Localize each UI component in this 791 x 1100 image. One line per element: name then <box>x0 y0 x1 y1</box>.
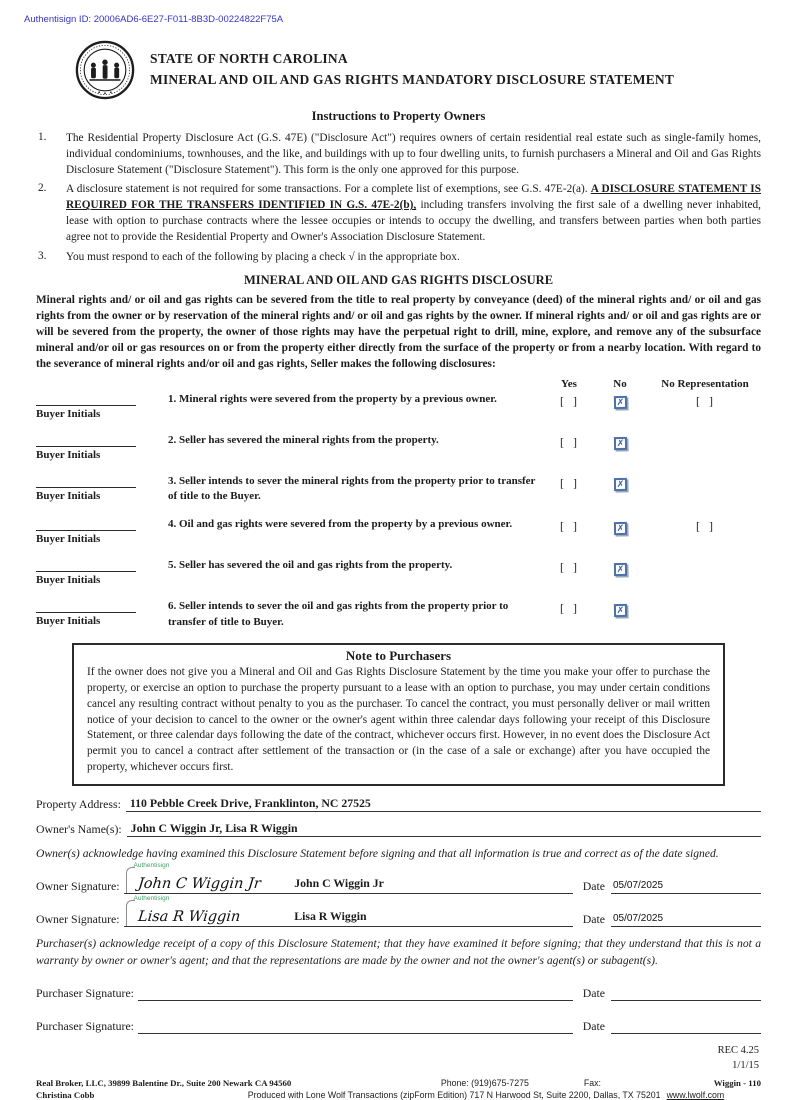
instruction-number: 1. <box>38 131 47 143</box>
rec-number: REC 4.25 <box>717 1045 759 1057</box>
authentisign-tag: Authentisign <box>133 862 170 870</box>
produced-with-line <box>211 1090 761 1100</box>
nc-commission-seal-icon <box>74 39 136 101</box>
owners-name-row <box>36 821 761 837</box>
purchaser-signature-label: Purchaser Signature: <box>36 1019 134 1034</box>
form-revision-block <box>36 1043 759 1073</box>
buyer-initials-block <box>36 599 168 630</box>
instruction-text: The Residential Property Disclosure Act (G.S. 47E) ("Disclosure Act") requires owners of certain residential real estate such as single-family homes, individual condominiums, townhouses, and the like, and buildings with up to four dwelling units, to furnish purchasers a Mineral and Oil and Gas Rights Disclosure Statement ("Disclosure Statement"). This form is the only one approved for this purpose. <box>66 132 761 176</box>
owner-signature-label: Owner Signature: <box>36 912 120 927</box>
checkbox-no-row1[interactable]: ✗ <box>613 396 626 409</box>
buyer-initials-label: Buyer Initials <box>36 407 101 420</box>
broker-fax: Fax: <box>583 1077 601 1088</box>
column-header-yes: Yes <box>561 377 577 390</box>
buyer-initials-label: Buyer Initials <box>36 533 101 546</box>
checkbox-norep-row4[interactable]: [ ] <box>696 519 714 534</box>
instructions-heading: Instructions to Property Owners <box>311 109 486 123</box>
authentisign-bracket-icon <box>126 900 135 926</box>
buyer-initials-field[interactable] <box>36 528 136 531</box>
checkbox-no-row3[interactable]: ✗ <box>613 478 626 491</box>
authentisign-tag: Authentisign <box>133 895 170 903</box>
checkbox-no-row4[interactable]: ✗ <box>613 522 626 535</box>
instruction-text-post: including transfers involving the first sale of a dwelling never inhabited, lease with option to purchase contracts where the lessee occupies or intends to occupy the dwelling, and transfers between parties when both parties agree not to provide the Residential Property and Owner's Association Disclosure Statement. <box>66 199 761 243</box>
owner-date-field-1[interactable] <box>611 876 761 894</box>
disclosure-row-1 <box>36 392 761 420</box>
instruction-item-2 <box>36 182 761 245</box>
disclosure-row-2 <box>36 433 761 461</box>
instruction-text <box>66 182 761 245</box>
buyer-initials-field[interactable] <box>36 610 136 613</box>
owner-signature-label: Owner Signature: <box>36 879 120 894</box>
owner-date-value-2: 05/07/2025 <box>613 913 664 925</box>
form-title: MINERAL AND OIL AND GAS RIGHTS MANDATORY DISCLOSURE STATEMENT <box>150 72 675 87</box>
purchaser-date-field-1[interactable] <box>611 983 761 1001</box>
question-text: 5. Seller has severed the oil and gas rights from the property. <box>168 559 453 572</box>
lwolf-link[interactable]: www.lwolf.com <box>666 1089 725 1100</box>
purchaser-signature-field-1[interactable] <box>138 977 573 1001</box>
broker-phone: Phone: (919)675-7275 <box>440 1077 529 1088</box>
instruction-text-pre: A disclosure statement is not required for some transactions. For a complete list of exemptions, see G.S. 47E-2(a). <box>66 183 591 196</box>
checkbox-yes-row2[interactable]: [ ] <box>560 434 578 449</box>
instruction-item-1 <box>36 131 761 178</box>
question-text: 2. Seller has severed the mineral rights from the property. <box>168 433 439 446</box>
disclosure-row-4 <box>36 517 761 545</box>
produced-text: Produced with Lone Wolf Transactions (zipForm Edition) 717 N Harwood St, Suite 2200, Dallas, TX 75201 <box>247 1089 661 1100</box>
date-label: Date <box>582 1019 605 1034</box>
checkbox-no-row2[interactable]: ✗ <box>613 437 626 450</box>
owner-signature-row-1 <box>36 862 761 894</box>
disclosure-column-headers <box>36 378 761 390</box>
buyer-initials-field[interactable] <box>36 569 136 572</box>
question-text: 6. Seller intends to sever the oil and gas rights from the property prior to transfer of title to Buyer. <box>168 600 509 628</box>
note-heading: Note to Purchasers <box>345 648 452 664</box>
form-header <box>74 39 761 101</box>
question-text: 1. Mineral rights were severed from the property by a previous owner. <box>168 392 497 405</box>
property-address-row <box>36 796 761 812</box>
file-reference: Wiggin - 110 <box>713 1077 761 1088</box>
owner-signature-field-1[interactable] <box>124 862 573 894</box>
disclosure-row-6 <box>36 599 761 630</box>
buyer-initials-block <box>36 392 168 420</box>
column-header-no: No <box>613 377 627 390</box>
instruction-item-3 <box>36 250 761 266</box>
buyer-initials-block <box>36 474 168 505</box>
revision-date: 1/1/15 <box>732 1060 759 1072</box>
checkbox-yes-row4[interactable]: [ ] <box>560 519 578 534</box>
buyer-initials-field[interactable] <box>36 403 136 406</box>
purchaser-signature-label: Purchaser Signature: <box>36 986 134 1001</box>
checkbox-yes-row1[interactable]: [ ] <box>560 393 578 408</box>
buyer-initials-label: Buyer Initials <box>36 489 101 502</box>
owner-signature-row-2 <box>36 895 761 927</box>
date-label: Date <box>582 986 605 1001</box>
owner-acknowledgment: Owner(s) acknowledge having examined this Disclosure Statement before signing and that all information is true and correct as of the date signed. <box>36 846 719 860</box>
purchaser-signature-field-2[interactable] <box>138 1010 573 1034</box>
question-text: 4. Oil and gas rights were severed from the property by a previous owner. <box>168 518 513 531</box>
date-label: Date <box>582 879 605 894</box>
owner-printed-name-2: Lisa R Wiggin <box>294 909 367 924</box>
property-address-label: Property Address: <box>36 796 121 811</box>
property-address-value[interactable]: 110 Pebble Creek Drive, Franklinton, NC 27525 <box>126 796 761 812</box>
buyer-initials-label: Buyer Initials <box>36 448 101 461</box>
owners-name-value[interactable]: John C Wiggin Jr, Lisa R Wiggin <box>127 821 761 837</box>
checkbox-yes-row3[interactable]: [ ] <box>560 475 578 490</box>
owner-printed-name-1: John C Wiggin Jr <box>294 876 384 891</box>
purchaser-acknowledgment: Purchaser(s) acknowledge receipt of a copy of this Disclosure Statement; that they have examined it before signing; that they understand that this is not a warranty by owner or owner's agent; and that the representations are made by the owner and not the owner's agent(s) or subagent(s). <box>36 937 761 967</box>
disclosure-intro: Mineral rights and/ or oil and gas rights can be severed from the title to real property by conveyance (deed) of the mineral rights and/ or oil and gas rights from the owner or by reservation of the mineral rights and/ or oil and gas rights by the owner. If mineral rights and/ or oil and gas rights are or will be severed from the property, the owner of those rights may have the perpetual right to drill, mine, explore, and remove any of the subsurface mineral and/or oil or gas resources on or from the property either directly from the surface of the property or from a nearby location. With regard to the severance of mineral rights and/or oil and gas rights, Seller makes the following disclosures: <box>36 293 761 370</box>
buyer-initials-field[interactable] <box>36 485 136 488</box>
purchaser-date-field-2[interactable] <box>611 1016 761 1034</box>
buyer-initials-field[interactable] <box>36 444 136 447</box>
checkbox-yes-row5[interactable]: [ ] <box>560 560 578 575</box>
owner-date-field-2[interactable] <box>611 909 761 927</box>
authentisign-id: Authentisign ID: 20006AD6-6E27-F011-8B3D-00224822F75A <box>24 14 284 25</box>
owner-signature-script-1: John C Wiggin Jr <box>136 876 262 893</box>
disclosure-row-5 <box>36 558 761 586</box>
buyer-initials-label: Buyer Initials <box>36 615 101 628</box>
owner-signature-field-2[interactable] <box>124 895 573 927</box>
disclosure-row-3 <box>36 474 761 505</box>
checkbox-no-row5[interactable]: ✗ <box>613 563 626 576</box>
state-title: STATE OF NORTH CAROLINA <box>150 51 348 67</box>
note-to-purchasers-box <box>72 643 725 786</box>
instruction-text: You must respond to each of the following by placing a check √ in the appropriate box. <box>66 250 460 263</box>
question-text: 3. Seller intends to sever the mineral rights from the property prior to transfer of title to the Buyer. <box>168 474 536 503</box>
date-label: Date <box>582 912 605 927</box>
purchaser-signature-row-2 <box>36 1010 761 1034</box>
checkbox-norep-row1[interactable]: [ ] <box>696 393 714 408</box>
authentisign-bracket-icon <box>126 867 135 893</box>
buyer-initials-block <box>36 517 168 545</box>
disclosure-heading: MINERAL AND OIL AND GAS RIGHTS DISCLOSURE <box>243 272 554 287</box>
checkbox-no-row6[interactable]: ✗ <box>613 604 626 617</box>
disclosure-table <box>36 378 761 631</box>
instruction-number: 2. <box>38 182 47 195</box>
purchaser-signature-row-1 <box>36 977 761 1001</box>
checkbox-yes-row6[interactable]: [ ] <box>560 601 578 616</box>
owners-name-label: Owner's Name(s): <box>36 821 122 836</box>
agent-name: Christina Cobb <box>36 1089 95 1100</box>
instruction-number: 3. <box>38 249 47 262</box>
page-footer <box>36 1078 761 1100</box>
broker-info: Real Broker, LLC, 39899 Balentine Dr., Suite 200 Newark CA 94560 <box>36 1077 292 1088</box>
note-body: If the owner does not give you a Mineral and Oil and Gas Rights Disclosure Statement by the time you make your offer to purchase the property, or exercise an option to purchase the property pursuant to a lease with an option to purchase, you may under certain conditions cancel any resulting contract without penalty to you as the purchaser. To cancel the contract, you must personally deliver or mail written notice of your decision to cancel to the owner or the owner's agent within three calendar days following your receipt of this Disclosure Statement, or three calendar days following the date of the contract, whichever occurs first. However, in no event does the Disclosure Act permit you to cancel a contract after settlement of the transaction or (in the case of a sale or exchange) after you have occupied the property, whichever occurs first. <box>87 666 710 774</box>
owner-date-value-1: 05/07/2025 <box>613 880 664 892</box>
buyer-initials-block <box>36 558 168 586</box>
column-header-no-representation: No Representation <box>661 377 749 390</box>
buyer-initials-label: Buyer Initials <box>36 574 101 587</box>
instruction-text-emphasis: A DISCLOSURE STATEMENT IS REQUIRED FOR THE TRANSFERS IDENTIFIED IN G.S. 47E-2(b), <box>66 183 761 212</box>
owner-signature-script-2: Lisa R Wiggin <box>136 909 241 926</box>
buyer-initials-block <box>36 433 168 461</box>
